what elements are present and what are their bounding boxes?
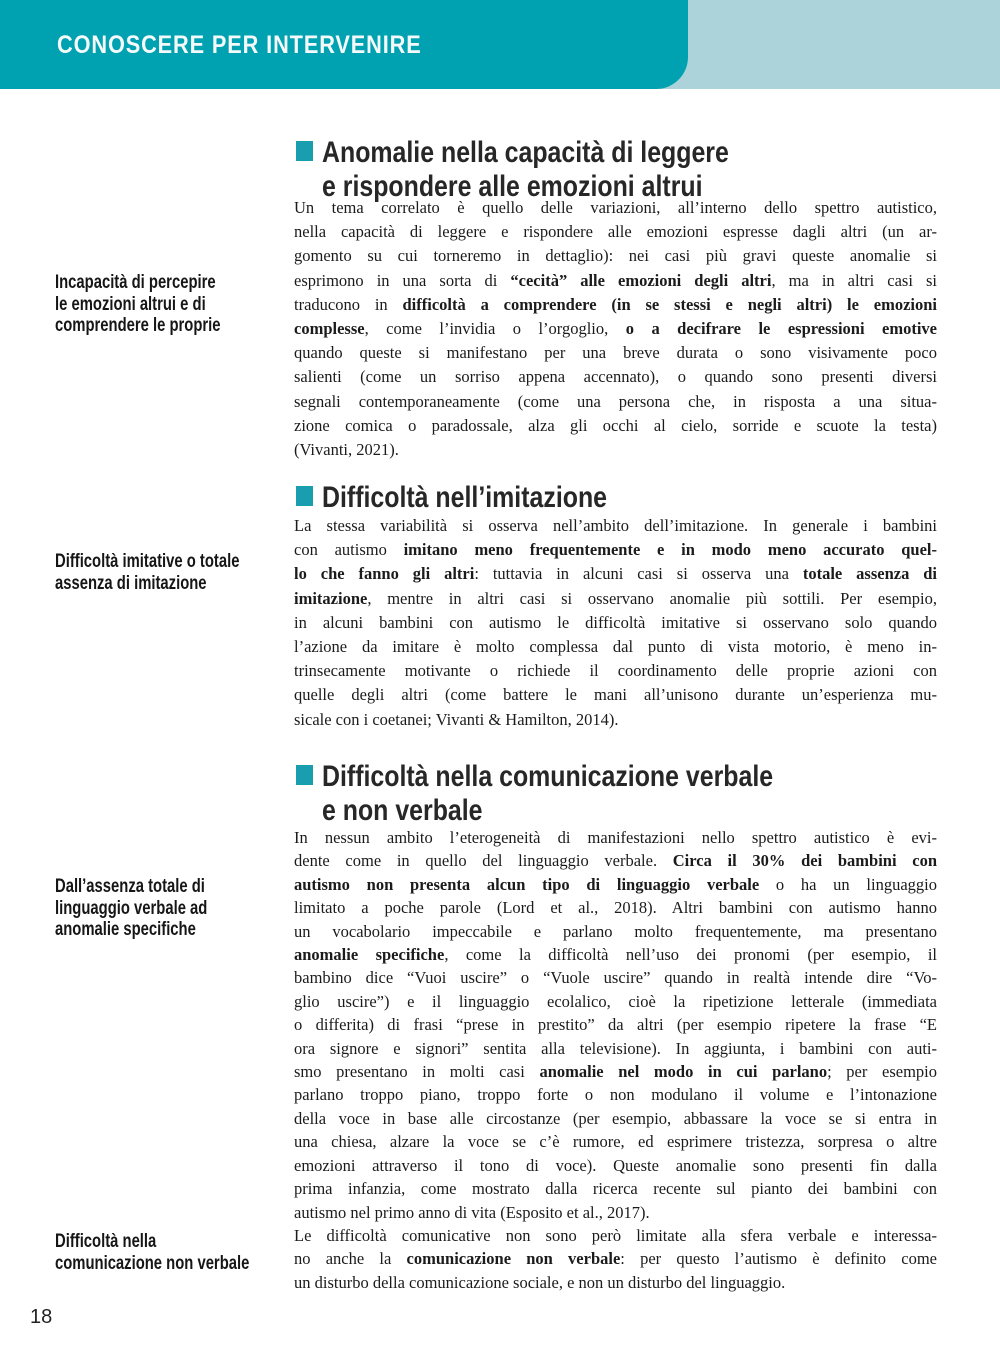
section-title: Difficoltà nella comunicazione verbale e non verbale	[322, 760, 774, 827]
section-heading-emotions	[294, 136, 812, 204]
section-body-imitation: La stessa variabilità si osserva nell’ambito dell’imitazione. In generale i bambini con autismo imitano meno frequentemente e in modo meno accurato quel- lo che fanno gli altri: tuttavia in alcuni casi si osserva una totale assenza di imitazione, mentre in altri casi si osservano anomalie più sottili. Per esempio, in alcuni bambini con autismo le difficoltà imitative si osservano solo quando l’azione da imitare è molto complessa dal punto di vista motorio, è meno in- trinsecamente motivante o richiede il coordinamento delle proprie azioni con quelle degli altri (come battere le mani all’unisono durante un’esperienza mu- sicale con i coetanei; Vivanti & Hamilton, 2014).	[294, 516, 937, 729]
section-heading-imitation	[294, 481, 665, 515]
section-heading-communication	[294, 760, 866, 828]
section-body-emotions: Un tema correlato è quello delle variazioni, all’interno dello spettro autistico, nella capacità di leggere e rispondere alle emozioni espresse dagli altri (un ar- gomento su cui torneremo in dettaglio): nei casi più gravi queste anomalie si esprimono in una sorta di “cecità” alle emozioni degli altri, ma in altri casi si traducono in difficoltà a comprendere (in se stessi e negli altri) le emozioni complesse, come l’invidia o l’orgoglio, o a decifrare le espressioni emotive quando queste si manifestano per una breve durata o sono visivamente poco salienti (come un sorriso appena accennato), o quando sono presenti diversi segnali contemporaneamente (come una persona che, in risposta a una situa- zione comica o paradossale, alza gli occhi al cielo, sorride e scuote la testa) (Vivanti, 2021).	[294, 198, 938, 460]
section-title: Difficoltà nell’imitazione	[322, 481, 608, 514]
square-bullet-icon	[296, 765, 313, 785]
margin-note-imitation: Difficoltà imitative o totale assenza di imitazione	[55, 551, 240, 594]
chapter-running-title: CONOSCERE PER INTERVENIRE	[57, 31, 422, 59]
margin-note-emotions: Incapacità di percepire le emozioni altrui e di comprendere le proprie	[55, 272, 221, 336]
section-title: Anomalie nella capacità di leggere e rispondere alle emozioni altrui	[322, 136, 729, 203]
main-text-column	[294, 0, 954, 1361]
page-number: 18	[30, 1306, 53, 1328]
margin-note-language: Dall’assenza totale di linguaggio verbale ad anomalie specifiche	[55, 876, 208, 940]
margin-note-nonverbal: Difficoltà nella comunicazione non verbale	[55, 1231, 250, 1274]
square-bullet-icon	[296, 141, 313, 161]
section-body-communication: In nessun ambito l’eterogeneità di manifestazioni nello spettro autistico è evi- dente come in quello del linguaggio verbale. Circa il 30% dei bambini con autismo non presenta alcun tipo di linguaggio verbale o ha un linguaggio limitato a poche parole (Lord et al., 2018). Altri bambini con autismo hanno un vocabolario impeccabile e parlano molto frequentemente, ma presentano anomalie specifiche, come la difficoltà nell’uso dei pronomi (per esempio, il bambino dice “Vuoi uscire” o “Vuole uscire” quando in realtà intende dire “Vo- glio uscire”) e il linguaggio ecolalico, cioè la ripetizione letterale (immediata o differita) di frasi “prese in prestito” da altri (per esempio ripetere la frase “E ora signore e signori” sentita alla televisione). In aggiunta, i bambini con auti- smo presentano in molti casi anomalie nel modo in cui parlano; per esempio parlano troppo piano, troppo forte o non modulano il volume e l’intonazione della voce in base alle circostanze (per esempio, abbassare la voce se si entra in una chiesa, alzare la voce se c’è rumore, ed esprimere tristezza, sorpresa o altre emozioni attraverso il tono di voce). Queste anomalie sono presenti fin dalla prima infanzia, come mostrato dalla ricerca recente sul pianto dei bambini con autismo nel primo anno di vita (Esposito et al., 2017). Le difficoltà comunicative non sono però limitate alla sfera verbale e interessa- no anche la comunicazione non verbale: per questo l’autismo è definito come un disturbo della comunicazione sociale, e non un disturbo del linguaggio.	[294, 828, 937, 1292]
square-bullet-icon	[296, 486, 313, 506]
